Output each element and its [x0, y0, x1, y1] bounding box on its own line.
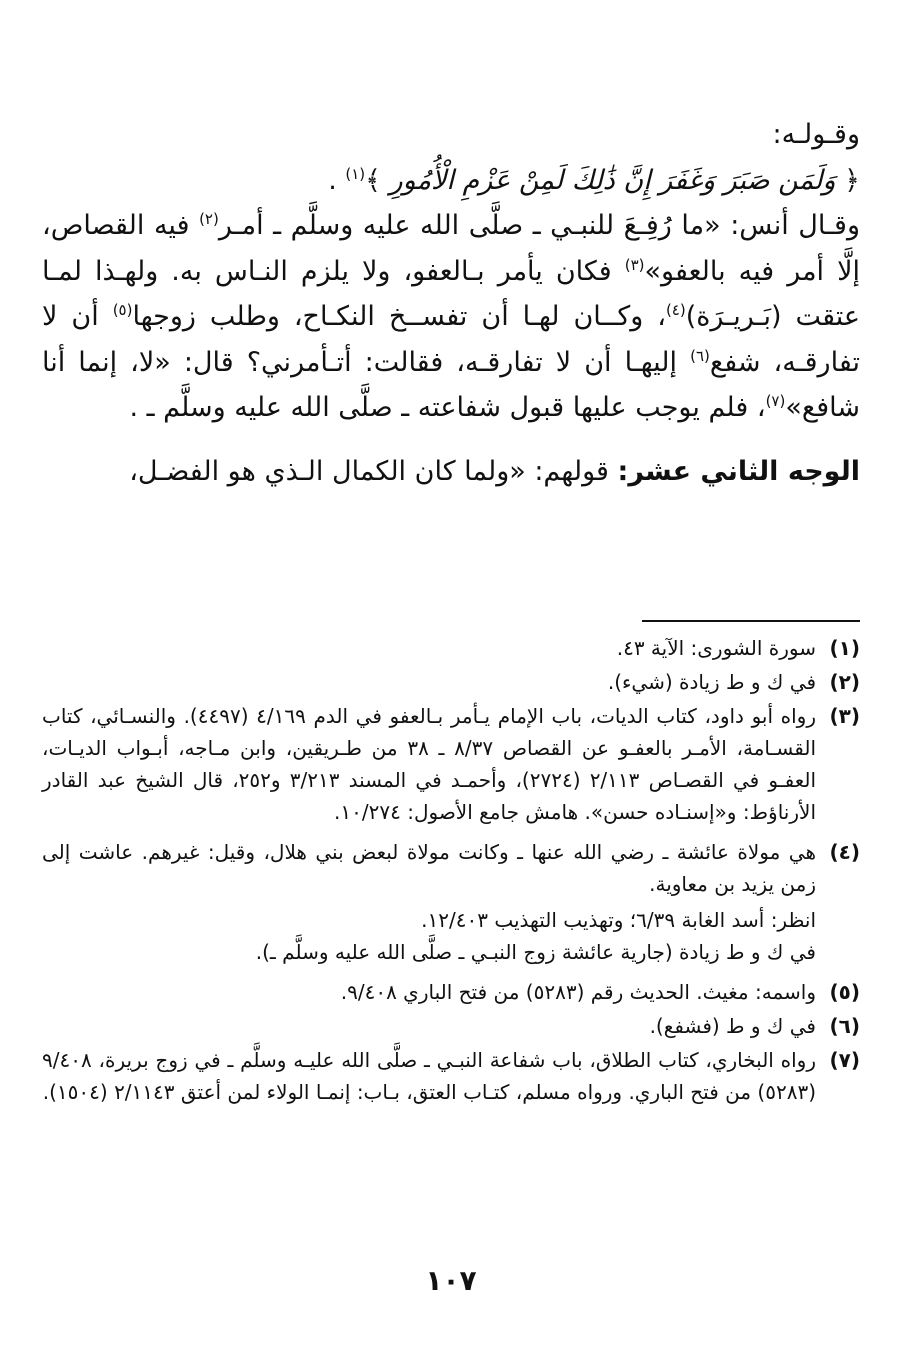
footnote-ref-4[interactable]: (٤)	[665, 301, 686, 319]
quran-verse	[42, 158, 860, 204]
footnote-line: في ك و ط زيادة (شيء).	[607, 670, 816, 694]
paragraph-twelfth-aspect	[42, 449, 860, 495]
footnote-body	[42, 976, 816, 1008]
footnote-divider	[642, 620, 860, 622]
footnote-number: (٧)	[829, 1048, 860, 1072]
footnote-line: هي مولاة عائشة ـ رضي الله عنها ـ وكانت مولاة لبعض بني هلال، وقيل: غيرهم. عاشت إلى زمن يزيد بن معاوية.	[42, 840, 816, 896]
para1-part-e: أن لا تفارقـه، شفع	[42, 301, 860, 378]
footnotes-section	[42, 632, 860, 1110]
paragraph-gap	[42, 431, 860, 449]
para1-part-d: ، وكــان لهـا أن تفســخ النكـاح، وطلب زوجها	[132, 301, 666, 332]
section-lead: الوجه الثاني عشر:	[617, 455, 860, 487]
footnote-ref-2[interactable]: (٢)	[199, 210, 219, 228]
footnote-line: في ك و ط زيادة (جارية عائشة زوج النبـي ـ صلَّى الله عليه وسلَّم ـ).	[255, 940, 816, 964]
footnote-1	[42, 632, 860, 664]
footnote-line: واسمه: مغيث. الحديث رقم (٥٢٨٣) من فتح الباري ٩/٤٠٨.	[340, 980, 816, 1004]
para1-part-b: فيه القصاص، إلَّا أمر فيه بالعفو»	[42, 210, 860, 287]
footnote-2	[42, 666, 860, 698]
para1-part-g: ، فلم يوجب عليها قبول شفاعته ـ صلَّى الله عليه وسلَّم ـ .	[129, 392, 766, 423]
section-text: قولهم: «ولما كان الكمال الـذي هو الفضـل،	[129, 455, 618, 487]
footnote-line: رواه البخاري، كتاب الطلاق، باب شفاعة النبـي ـ صلَّى الله عليـه وسلَّم ـ في زوج بريرة، ٩/٤٠٨ (٥٢٨٣) من فتح الباري. ورواه مسلم، كتـاب العتق، بـاب: إنمـا الولاء لمن أعتق ٢/١١٤٣ (١٥٠٤).	[42, 1048, 816, 1104]
footnote-line: انظر: أسد الغابة ٦/٣٩؛ وتهذيب التهذيب ١٢/٤٠٣.	[421, 908, 816, 932]
verse-open-bracket: ﴿	[844, 164, 860, 196]
footnote-number: (٤)	[829, 840, 860, 864]
footnote-number: (٥)	[829, 980, 860, 1004]
verse-text: وَلَمَن صَبَرَ وَغَفَرَ إِنَّ ذَٰلِكَ لَمِنْ عَزْمِ الْأُمُورِ	[389, 164, 836, 196]
footnote-line: في ك و ط (فشفع).	[649, 1014, 816, 1038]
footnote-5	[42, 976, 860, 1008]
para1-part-c: فكان يأمر بـالعفو، ولا يلزم النـاس به. ولهـذا لمـا عتقت (بَـريـرَة)	[42, 255, 860, 332]
footnote-4	[42, 836, 860, 968]
footnote-ref-7[interactable]: (٧)	[765, 392, 786, 410]
footnote-number: (٣)	[829, 704, 860, 728]
footnote-body	[42, 632, 816, 664]
footnote-number: (٦)	[829, 1014, 860, 1038]
verse-end: .	[328, 164, 337, 196]
intro-line: وقـولـه:	[772, 119, 860, 150]
footnote-body	[42, 666, 816, 698]
footnote-number: (٢)	[829, 670, 860, 694]
footnote-body	[42, 700, 816, 828]
page-number: ١٠٧	[425, 1264, 477, 1297]
footnote-line: رواه أبو داود، كتاب الديات، باب الإمام يـأمر بـالعفو في الدم ٤/١٦٩ (٤٤٩٧). والنسـائي، كتاب القسـامة، الأمـر بالعفـو عن القصاص ٨/٣٧ ـ ٣٨ من طـريقين، وابن مـاجه، أبـواب الديـات، العفـو في القصـاص ٢/١١٣ (٢٧٢٤)، وأحمـد في المسند ٣/٢١٣ و٢٥٢، قال الشيخ عبد القادر الأرناؤط: و«إسنـاده حسن». هامش جامع الأصول: ١٠/٢٧٤.	[42, 704, 817, 824]
footnote-ref-6[interactable]: (٦)	[690, 346, 710, 365]
footnote-ref-5[interactable]: (٥)	[112, 301, 133, 319]
verse-close-bracket: ﴾	[365, 164, 381, 196]
footnote-ref-3[interactable]: (٣)	[624, 255, 645, 274]
footnote-6	[42, 1010, 860, 1042]
paragraph-anas	[42, 203, 860, 431]
footnote-body	[42, 1010, 816, 1042]
footnote-body	[42, 836, 816, 968]
footnote-7	[42, 1044, 860, 1108]
para1-part-f: إليهـا أن لا تفارقـه، فقالت: أتـأمرني؟ قال: «لا، إنما أنا شافع»	[42, 346, 860, 423]
footnote-body	[42, 1044, 816, 1108]
para1-part-a: وقـال أنس: «ما رُفِـعَ للنبـي ـ صلَّى الله عليه وسلَّم ـ أمـر	[218, 210, 860, 241]
main-text	[42, 112, 860, 494]
footnote-line: سورة الشورى: الآية ٤٣.	[616, 636, 816, 660]
footnote-ref-1[interactable]: (١)	[345, 164, 366, 183]
footnote-number: (١)	[829, 636, 860, 660]
footnote-3	[42, 700, 860, 828]
